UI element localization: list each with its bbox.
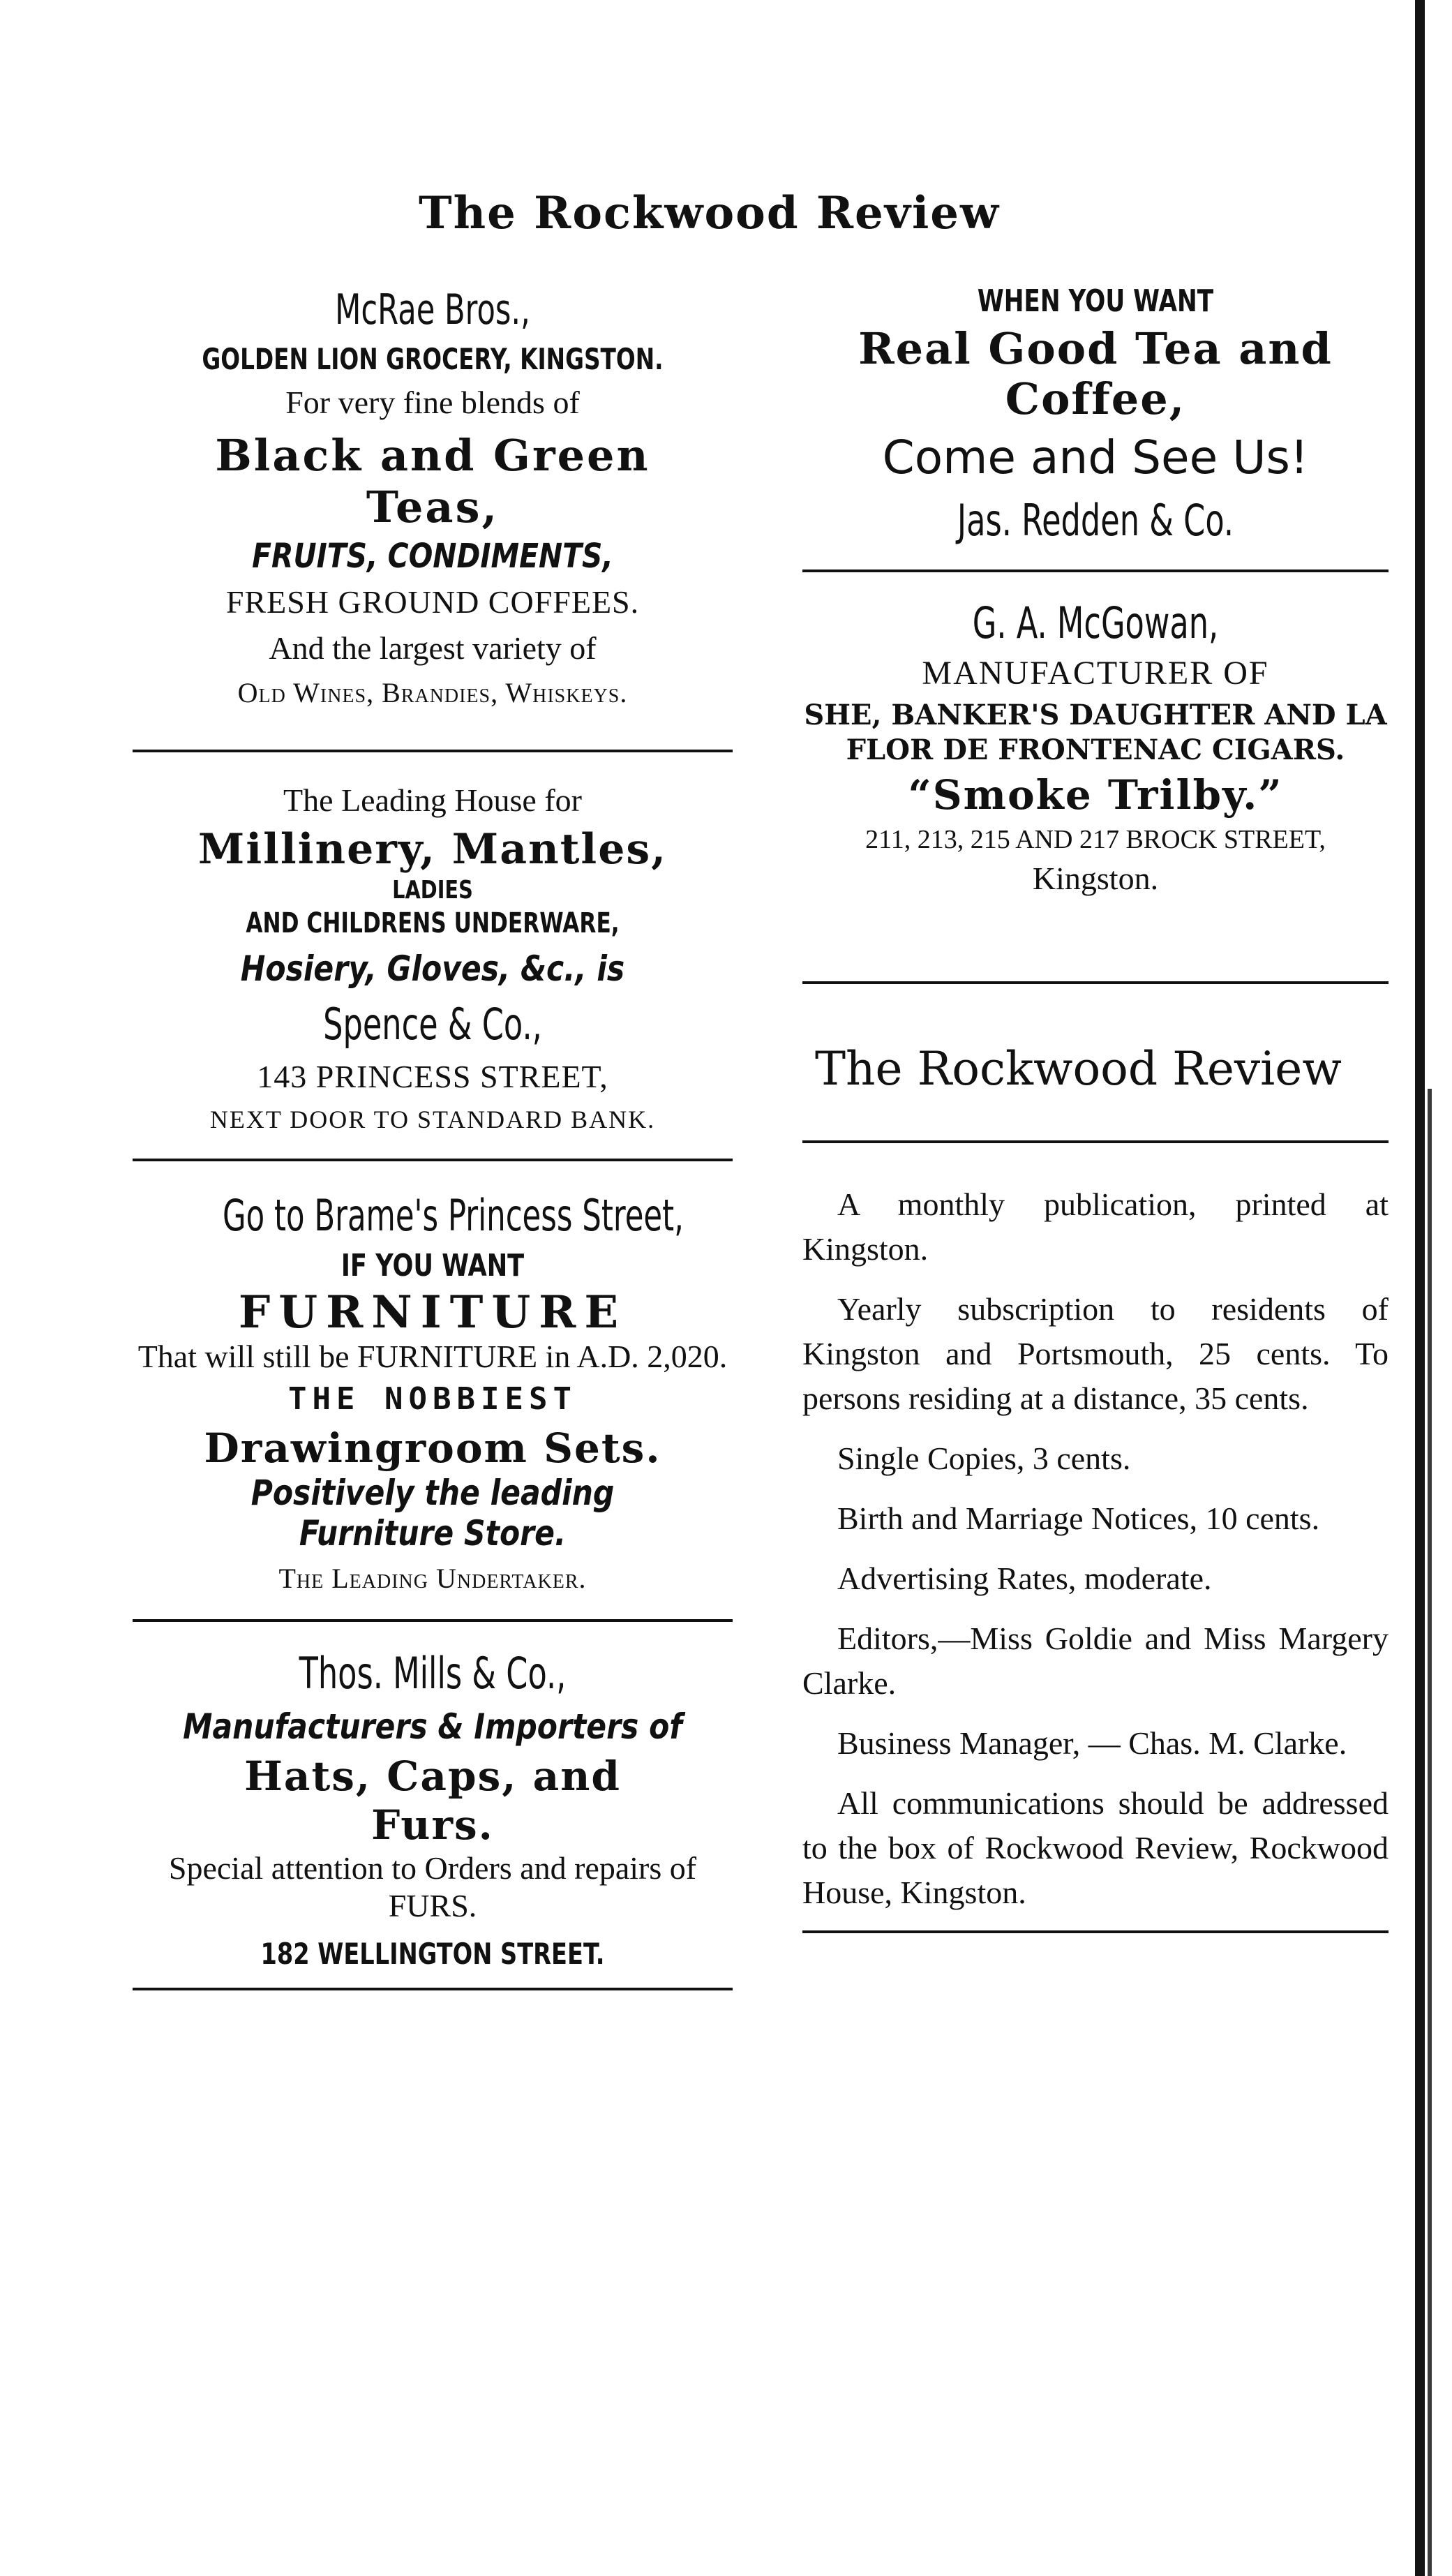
mcrae-fruits: FRUITS, CONDIMENTS,: [252, 537, 613, 576]
divider: [802, 981, 1389, 984]
page-edge-shadow-inner: [1428, 1089, 1432, 2576]
mills-hats: Hats, Caps, and Furs.: [244, 1752, 621, 1849]
brame-furniture: FURNITURE: [238, 1286, 627, 1339]
mcrae-name: McRae Bros.,: [335, 285, 530, 334]
review-paragraph: Single Copies, 3 cents.: [837, 1440, 1131, 1476]
divider: [802, 1930, 1389, 1933]
review-paragraph: A monthly publication, printed at Kingston.: [802, 1186, 1389, 1267]
divider: [133, 1988, 733, 1990]
divider: [802, 1140, 1389, 1143]
mcgowan-smoke: “Smoke Trilby.”: [908, 771, 1283, 819]
running-head: The Rockwood Review: [419, 187, 1001, 239]
spence-millinery: Millinery, Mantles,: [197, 825, 668, 874]
mcrae-line1: For very fine blends of: [285, 385, 580, 420]
spence-underware: AND CHILDRENS UNDERWARE,: [246, 907, 620, 939]
divider: [133, 1619, 733, 1622]
spence-next-door: NEXT DOOR TO STANDARD BANK.: [209, 1105, 656, 1133]
ad-thos-mills: [133, 1646, 733, 1983]
review-paragraph: Birth and Marriage Notices, 10 cents.: [837, 1501, 1320, 1536]
brame-undertaker: The Leading Undertaker.: [278, 1563, 587, 1594]
mcrae-teas: Black and Green Teas,: [215, 430, 650, 533]
redden-when: WHEN YOU WANT: [977, 283, 1214, 319]
left-column: [133, 279, 733, 1990]
right-column: [802, 279, 1389, 1933]
redden-come: Come and See Us!: [882, 431, 1309, 484]
redden-name: Jas. Redden & Co.: [957, 495, 1234, 546]
mcgowan-city: Kingston.: [1032, 861, 1159, 896]
mills-special: Special attention to Orders and repairs of FURS.: [168, 1850, 697, 1923]
divider: [802, 569, 1389, 572]
brame-if-you-want: IF YOU WANT: [340, 1248, 525, 1283]
mcrae-variety: And the largest variety of: [269, 630, 597, 666]
review-paragraph: Editors,—Miss Goldie and Miss Margery Clarke.: [802, 1621, 1389, 1701]
divider: [133, 750, 733, 752]
brame-sets: Drawingroom Sets.: [204, 1424, 661, 1472]
spence-ladies: LADIES: [392, 876, 473, 904]
mcrae-subtitle: GOLDEN LION GROCERY, KINGSTON.: [202, 342, 664, 376]
mills-address: 182 WELLINGTON STREET.: [260, 1937, 605, 1971]
mcgowan-address: 211, 213, 215 AND 217 BROCK STREET,: [865, 825, 1326, 854]
divider: [133, 1159, 733, 1161]
mcgowan-name: G. A. McGowan,: [972, 597, 1219, 648]
spence-name: Spence & Co.,: [323, 999, 542, 1050]
mills-name: Thos. Mills & Co.,: [299, 1648, 567, 1699]
spence-address: 143 PRINCESS STREET,: [257, 1059, 608, 1094]
mcgowan-brands: SHE, BANKER'S DAUGHTER AND LA FLOR DE FRONTENAC CIGARS.: [804, 699, 1387, 766]
page-edge-shadow: [1415, 0, 1425, 2576]
brame-still: That will still be FURNITURE in A.D. 2,020.: [137, 1339, 728, 1374]
ad-brame-furniture: [133, 1186, 733, 1604]
spence-intro: The Leading House for: [283, 782, 582, 818]
mcgowan-manufacturer: MANUFACTURER OF: [922, 655, 1269, 692]
mcrae-coffees: FRESH GROUND COFFEES.: [225, 584, 640, 620]
ad-jas-redden: [802, 279, 1389, 550]
review-paragraph: Business Manager, — Chas. M. Clarke.: [837, 1725, 1347, 1761]
brame-leading: Positively the leading Furniture Store.: [250, 1473, 615, 1554]
review-paragraph: Yearly subscription to residents of Kingston and Portsmouth, 25 cents. To persons residing at a distance, 35 cents.: [802, 1291, 1389, 1416]
brame-nobbiest: THE NOBBIEST: [288, 1381, 577, 1417]
ad-mcgowan: [802, 595, 1389, 898]
review-paragraph: All communications should be addressed to the box of Rockwood Review, Rockwood House, Kingston.: [802, 1785, 1389, 1910]
mcrae-wines: Old Wines, Brandies, Whiskeys.: [237, 677, 628, 708]
review-section: [802, 1040, 1389, 1933]
review-title: The Rockwood Review: [815, 1042, 1342, 1096]
brame-headline: Go to Brame's Princess Street,: [223, 1190, 684, 1241]
mills-manufacturers: Manufacturers & Importers of: [183, 1706, 682, 1747]
review-paragraph: Advertising Rates, moderate.: [837, 1561, 1212, 1596]
spence-hosiery: Hosiery, Gloves, &c., is: [240, 948, 625, 989]
ad-spence-co: [133, 779, 733, 1139]
redden-tea: Real Good Tea and Coffee,: [858, 323, 1333, 424]
ad-mcrae-bros: [133, 282, 733, 715]
